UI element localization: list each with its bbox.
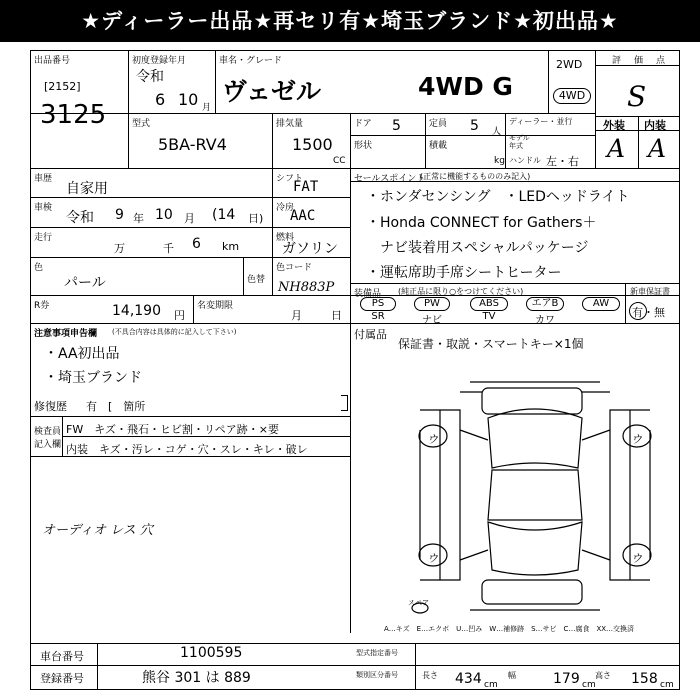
doors-value: 5 [392, 118, 401, 134]
divider [215, 50, 216, 113]
notes-label: 注意事項申告欄 [34, 329, 98, 339]
inspection-month: 10 [155, 207, 173, 223]
divider [350, 135, 595, 136]
page-banner: ★ディーラー出品★再セリ有★埼玉ブランド★初出品★ [0, 0, 700, 42]
divider [350, 323, 351, 633]
divider [97, 643, 98, 690]
height-unit: cm [660, 680, 674, 690]
divider [272, 168, 273, 295]
rating-ext-label: 外装 [603, 119, 625, 132]
mileage-value: 6 [192, 236, 201, 252]
car-name: ヴェゼル [222, 77, 322, 106]
capacity-label: 定員 [429, 119, 448, 129]
inspector-label2: 記入欄 [34, 440, 62, 450]
load-label: 積載 [429, 141, 448, 151]
width-value: 179 [553, 671, 580, 687]
inspector-label: 検査員 [34, 427, 62, 437]
color-change-label: 色替 [247, 275, 266, 285]
warranty-circle [629, 302, 647, 320]
rating-int-label: 内装 [644, 119, 666, 132]
spare-label: スペア [408, 599, 429, 607]
rating-label: 評 価 点 [612, 56, 668, 66]
mileage-label: 走行 [34, 233, 53, 243]
mileage-man: 万 [114, 242, 125, 255]
damage-legend: A…キズ E…エクボ U…凹み W…補修跡 S…サビ C…腐食 XX…交換済 [384, 625, 635, 633]
repair-label: 修復歴 [34, 400, 67, 413]
shift-value: FAT [293, 179, 319, 195]
drive-2wd: 2WD [556, 58, 583, 71]
inspector-line2: 内装 キズ・汚レ・コゲ・穴・スレ・キレ・破レ [66, 443, 308, 456]
sales-item: ・ホンダセンシング ・LEDヘッドライト [366, 189, 630, 205]
rating-overall: S [627, 80, 647, 113]
note-item: ・AA初出品 [44, 346, 120, 362]
divider [272, 113, 273, 168]
capacity-value: 5 [470, 118, 479, 134]
height-value: 158 [631, 671, 658, 687]
equip-airbag: エアB [526, 297, 564, 311]
equip-aw: AW [582, 297, 620, 311]
chassis-label: 車台番号 [40, 650, 84, 663]
divider [350, 665, 680, 666]
divider [625, 283, 626, 323]
rating-ext: A [607, 134, 626, 163]
accessories-value: 保証書・取説・スマートキー×1個 [398, 337, 584, 351]
divider [30, 113, 595, 114]
divider [30, 323, 680, 324]
inspection-label: 車検 [34, 203, 53, 213]
name-change-label: 名変期限 [197, 301, 234, 311]
divider [272, 197, 350, 198]
repair-value: 有 [ 箇所 [86, 400, 146, 413]
mileage-sen: 千 [163, 242, 174, 255]
first-reg-era: 令和 [136, 69, 164, 85]
recycle-value: 14,190 [112, 303, 161, 319]
inspection-day-unit: 日) [248, 212, 264, 225]
divider [30, 168, 680, 169]
plate-label: 登録番号 [40, 672, 84, 685]
recycle-label: R券 [34, 301, 50, 311]
load-unit: kg [494, 156, 505, 166]
first-reg-label: 初度登録年月 [132, 56, 187, 66]
rating-int: A [648, 134, 667, 163]
first-reg-month-unit: 月 [202, 103, 212, 113]
name-change-month: 月 [291, 309, 302, 322]
handle-value: 左・右 [546, 155, 579, 168]
lot-number: 3125 [40, 100, 107, 130]
divider [272, 227, 350, 228]
dims-label1: 型式指定番号 [356, 649, 398, 657]
divider [350, 113, 351, 168]
color-code-label: 色コード [276, 263, 313, 273]
mileage-unit: km [222, 240, 240, 253]
car-damage-diagram [400, 370, 670, 625]
chassis-value: 1100595 [180, 645, 243, 661]
divider [505, 113, 506, 168]
first-reg-month: 10 [178, 90, 199, 109]
divider [193, 295, 194, 323]
recycle-unit: 円 [174, 309, 185, 322]
model-label: 型式 [132, 119, 151, 129]
equip-tv: TV [482, 311, 496, 322]
equip-abs: ABS [470, 297, 508, 311]
divider [638, 116, 639, 168]
model-value: 5BA-RV4 [158, 135, 227, 154]
dealer-label: ディーラー・並行 [509, 117, 573, 126]
usage-label: 車歴 [34, 174, 53, 184]
inspection-year-unit: 年 [133, 212, 144, 225]
fuel-label: 燃料 [276, 233, 295, 243]
height-label: 高さ [595, 671, 611, 680]
divider [30, 227, 272, 228]
displacement-value: 1500 [292, 135, 333, 154]
divider [30, 665, 350, 666]
damage-mark: ウ [631, 552, 642, 565]
shift-label: シフト [276, 174, 304, 184]
damage-mark: ウ [427, 433, 438, 446]
equip-ps: PS [360, 297, 396, 311]
drive-4wd-circled: 4WD [553, 88, 591, 104]
plate-value: 熊谷 301 は 889 [142, 670, 251, 686]
model-year-label: モデル年式 [509, 134, 530, 150]
notes-sublabel: (不具合内容は具体的に記入して下さい) [112, 328, 237, 336]
dims-label2: 類別区分番号 [356, 671, 398, 679]
car-label: 車名・グレード [219, 56, 283, 66]
inspector-line1: FW キズ・飛石・ヒビ割・リペア跡・×要 [66, 423, 279, 436]
divider [30, 416, 350, 417]
inspection-month-unit: 月 [184, 212, 195, 225]
length-value: 434 [455, 671, 482, 687]
width-unit: cm [582, 680, 596, 690]
note-item: ・埼玉ブランド [44, 370, 142, 386]
equip-sr: SR [371, 311, 385, 322]
equip-label: 装備品 [354, 289, 382, 299]
divider [425, 113, 426, 168]
repair-bracket [341, 395, 348, 411]
name-change-day: 日 [331, 309, 342, 322]
aircon-value: AAC [290, 208, 316, 224]
lot-bracket: [2152] [44, 80, 81, 93]
divider [350, 283, 680, 284]
color-code-value: NH883P [278, 280, 335, 295]
accessories-label: 付属品 [354, 328, 387, 341]
aircon-label: 冷房 [276, 203, 295, 213]
divider [350, 168, 351, 323]
sales-item: ナビ装着用スペシャルパッケージ [366, 240, 589, 256]
sales-sublabel: (正常に機能するもののみ記入) [420, 172, 531, 181]
warranty-options: 有・無 [632, 306, 665, 319]
length-unit: cm [484, 680, 498, 690]
equip-navi: ナビ [422, 315, 442, 326]
length-label: 長さ [422, 671, 438, 680]
lot-label: 出品番号 [34, 56, 71, 66]
shape-label: 形状 [354, 141, 373, 151]
usage-value: 自家用 [66, 181, 108, 197]
displacement-unit: CC [333, 156, 346, 166]
handle-label: ハンドル [509, 156, 541, 165]
capacity-unit: 人 [492, 127, 502, 137]
damage-mark: ウ [631, 433, 642, 446]
handwritten-note: オーディオ レス 穴 [42, 523, 153, 538]
divider [548, 50, 549, 113]
first-reg-year: 6 [155, 90, 166, 109]
warranty-label: 新車保証書 [630, 287, 670, 296]
divider [415, 643, 416, 690]
sales-label: セールスポイント [354, 174, 426, 184]
divider [128, 50, 129, 168]
equip-sublabel: (純正品に限り○をつけてください) [398, 287, 524, 296]
inspection-year: 9 [115, 207, 124, 223]
divider [595, 50, 596, 168]
car-grade: 4WD G [418, 72, 513, 101]
sales-item: ・運転席助手席シートヒーター [366, 265, 562, 281]
displacement-label: 排気量 [276, 119, 304, 129]
doors-label: ドア [354, 119, 372, 129]
equip-pw: PW [414, 297, 450, 311]
color-label: 色 [34, 263, 44, 273]
damage-mark: ウ [427, 552, 438, 565]
inspection-era: 令和 [66, 210, 94, 226]
color-value: パール [64, 275, 106, 291]
fuel-value: ガソリン [282, 241, 338, 257]
width-label: 幅 [508, 671, 516, 680]
divider [30, 643, 680, 644]
divider [243, 257, 244, 295]
inspection-day: (14 [212, 207, 236, 223]
sales-item: ・Honda CONNECT for Gathers＋ [366, 215, 597, 231]
equip-leather: カワ [535, 315, 555, 326]
